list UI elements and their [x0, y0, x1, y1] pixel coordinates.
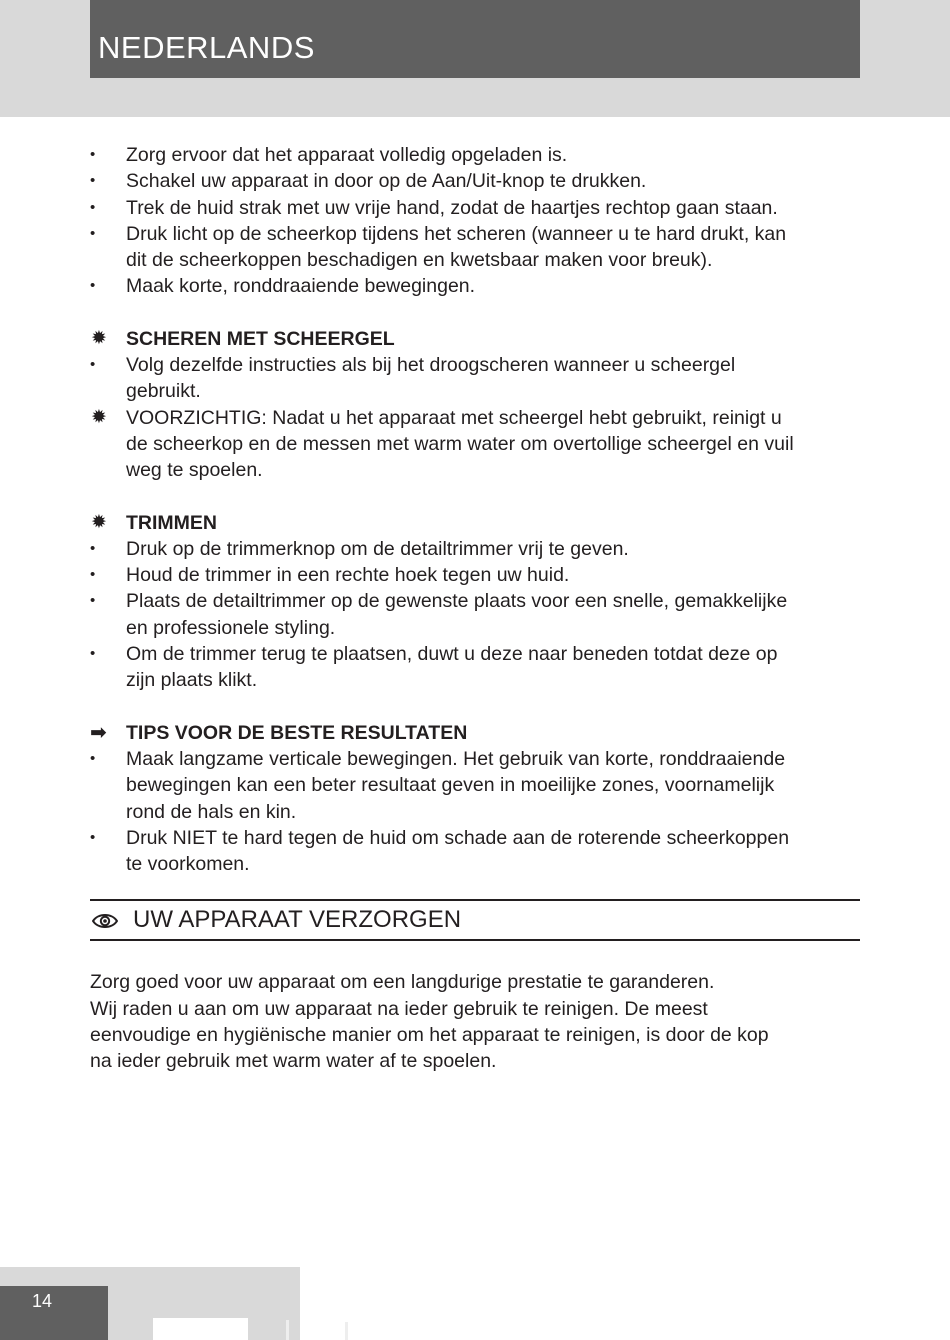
bullet-dot: • [90, 198, 96, 216]
bullet-dot: • [90, 749, 96, 767]
bullet-dot: • [90, 224, 96, 242]
list-item: • Zorg ervoor dat het apparaat volledig opgeladen is. [90, 142, 860, 168]
eye-icon [92, 909, 118, 933]
list-item: • Om de trimmer terug te plaatsen, duwt u deze naar beneden totdat deze op zijn plaats klikt. [90, 643, 778, 692]
list-item: • Schakel uw apparaat in door op de Aan/Uit-knop te drukken. [90, 168, 860, 194]
bullet-dot: • [90, 539, 96, 557]
star-burst-icon: ✹ [91, 406, 107, 428]
list-item: • Druk op de trimmerknop om de detailtrimmer vrij te geven. [90, 536, 860, 562]
bullet-dot: • [90, 277, 96, 295]
bullet-dot: • [90, 172, 96, 190]
arrow-right-icon: ➡ [90, 721, 107, 744]
page-number-box [0, 1286, 108, 1340]
star-burst-icon: ✹ [91, 511, 107, 533]
list-item: • Druk NIET te hard tegen de huid om schade aan de roterende scheerkoppen te voorkomen. [90, 826, 790, 876]
bullet-dot: • [90, 146, 96, 163]
section-title: UW APPARAAT VERZORGEN [133, 906, 462, 934]
list-item: • Druk licht op de scheerkop tijdens het scheren (wanneer u te hard drukt, kan dit de scheerkoppen beschadigen en kwetsbaar maken voor breuk). [90, 222, 787, 272]
footer-mark [153, 1318, 248, 1340]
bullet-dot: • [90, 645, 96, 663]
bullet-dot: • [90, 592, 96, 610]
section-heading-gel: ✹ SCHEREN MET SCHEERGEL [90, 326, 860, 352]
bullet-dot: • [90, 356, 96, 374]
caution-note: ✹ VOORZICHTIG: Nadat u het apparaat met scheergel hebt gebruikt, reinigt u de scheerkop en de messen met warm water om overtollige scheergel en vuil weg te spoelen. [91, 406, 794, 482]
list-item: • Maak langzame verticale bewegingen. Het gebruik van korte, ronddraaiende bewegingen kan een beter resultaat geven in moeilijke zones, voornamelijk rond de hals en kin. [90, 747, 786, 823]
language-header [90, 0, 860, 78]
footer-mark [345, 1322, 348, 1340]
page-content [90, 142, 860, 1075]
footer-mark [286, 1320, 289, 1340]
star-burst-icon: ✹ [91, 327, 107, 349]
care-paragraph: Zorg goed voor uw apparaat om een langdurige prestatie te garanderen. Wij raden u aan om uw apparaat na ieder gebruik te reinigen. De meest eenvoudige en hygiënische manier om het apparaat te reinigen, is door de kop na ieder gebruik met warm water af te spoelen. [90, 971, 769, 1073]
list-item: • Volg dezelfde instructies als bij het droogscheren wanneer u scheergel gebruikt. [90, 354, 736, 403]
list-item: • Maak korte, ronddraaiende bewegingen. [90, 273, 860, 299]
language-title: NEDERLANDS [98, 30, 315, 65]
page-number: 14 [32, 1291, 53, 1311]
list-item: • Plaats de detailtrimmer op de gewenste plaats voor een snelle, gemakkelijke en professionele styling. [90, 590, 788, 639]
section-heading-care [90, 899, 860, 941]
section-heading-tips: ➡ TIPS VOOR DE BESTE RESULTATEN [90, 720, 860, 746]
section-heading-trim: ✹ TRIMMEN [90, 510, 860, 536]
list-item: • Trek de huid strak met uw vrije hand, zodat de haartjes rechtop gaan staan. [90, 195, 860, 221]
list-item: • Houd de trimmer in een rechte hoek tegen uw huid. [90, 562, 860, 588]
bullet-dot: • [90, 828, 96, 846]
bullet-dot: • [90, 566, 96, 584]
